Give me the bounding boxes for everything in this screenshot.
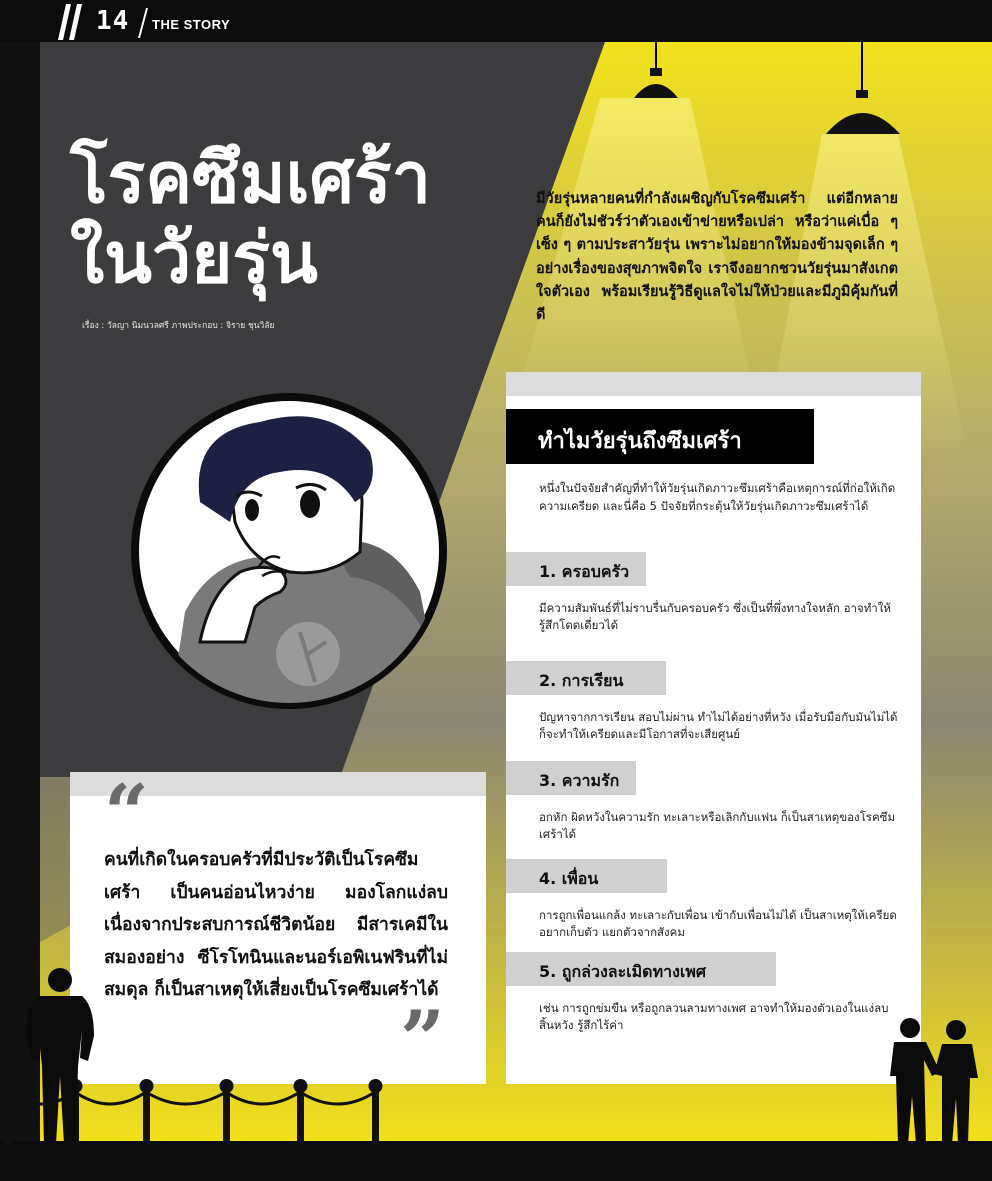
- open-quote-icon: “: [104, 768, 149, 859]
- floor: [0, 1141, 992, 1181]
- slash-marks-icon: [58, 4, 84, 40]
- ceiling-lamp-icon: [620, 42, 690, 102]
- factor-title: 4. เพื่อน: [506, 859, 667, 893]
- factor-text: เช่น การถูกข่มขืน หรือถูกลวนลามทางเพศ อาจทำให้มองตัวเองในแง่ลบ สิ้นหวัง รู้สึกไร้ค่า: [539, 1001, 889, 1032]
- factor-title: 1. ครอบครัว: [506, 552, 646, 586]
- worried-teen-illustration: [130, 392, 448, 710]
- card-lead-text: หนึ่งในปัจจัยสำคัญที่ทำให้วัยรุ่นเกิดภาวะซึมเศร้าคือเหตุการณ์ที่ก่อให้เกิดความเครียด และนี่คือ 5 ปัจจัยที่กระตุ้นให้วัยรุ่นเกิดภาวะซึมเศร้าได้: [539, 481, 896, 513]
- quote-card: [70, 768, 486, 1085]
- factor-love: [506, 761, 904, 843]
- card-heading: ทำไมวัยรุ่นถึงซึมเศร้า: [506, 409, 814, 464]
- factor-abuse: [506, 952, 904, 1034]
- title-line-2: ในวัยรุ่น: [70, 216, 318, 299]
- factor-family: [506, 552, 904, 634]
- top-bar: [0, 0, 992, 42]
- factor-text: มีความสัมพันธ์ที่ไม่ราบรื่นกับครอบครัว ซึ่งเป็นที่พึ่งทางใจหลัก อาจทำให้รู้สึกโดดเดี่ยวได้: [539, 601, 891, 632]
- close-quote-icon: ”: [400, 994, 445, 1085]
- card-top-strip: [506, 372, 921, 396]
- section-label: THE STORY: [152, 17, 231, 32]
- factors-card: [506, 372, 921, 1084]
- factor-title: 3. ความรัก: [506, 761, 636, 795]
- ceiling-lamp-icon: [820, 42, 910, 138]
- byline: เรื่อง : วัลญา นิมนวลศรี ภาพประกอบ : จิราย ชุนวิลัย: [82, 321, 275, 331]
- page-title: [70, 138, 431, 298]
- factor-text: ปัญหาจากการเรียน สอบไม่ผ่าน ทำไม่ได้อย่างที่หวัง เมื่อรับมือกับมันไม่ได้ก็จะทำให้เครียดและมีโอกาสที่จะเสียศูนย์: [539, 710, 898, 741]
- factor-title: 2. การเรียน: [506, 661, 666, 695]
- divider-slash-icon: [138, 8, 148, 38]
- two-men-handshake-silhouette: [884, 1016, 984, 1146]
- page-number: 14: [96, 6, 130, 36]
- quote-text: คนที่เกิดในครอบครัวที่มีประวัติเป็นโรคซึมเศร้า เป็นคนอ่อนไหวง่าย มองโลกแง่ลบเนื่องจากประสบการณ์ชีวิตน้อย มีสารเคมีในสมองอย่าง ซีโรโทนินและนอร์เอพิเนฟรินที่ไม่สมดุล ก็เป็นสาเหตุให้เสี่ยงเป็นโรคซึมเศร้าได้: [104, 850, 448, 1000]
- intro-paragraph: มีวัยรุ่นหลายคนที่กำลังเผชิญกับโรคซึมเศร้า แต่อีกหลายคนก็ยังไม่ชัวร์ว่าตัวเองเข้าข่ายหรือเปล่า หรือว่าแค่เบื่อ ๆ เซ็ง ๆ ตามประสาวัยรุ่น เพราะไม่อยากให้มองข้ามจุดเล็ก ๆ อย่างเรื่องของสุขภาพจิตใจ เราจึงอยากชวนวัยรุ่นมาสังเกตใจตัวเอง พร้อมเรียนรู้วิธีดูแลใจไม่ให้ป่วยและมีภูมิคุ้มกันที่ดี: [536, 191, 898, 324]
- factor-text: การถูกเพื่อนแกล้ง ทะเลาะกับเพื่อน เข้ากับเพื่อนไม่ได้ เป็นสาเหตุให้เครียด อยากเก็บตัว แยกตัวจากสังคม: [539, 908, 897, 939]
- factor-study: [506, 661, 904, 743]
- standing-man-silhouette: [16, 966, 100, 1146]
- factor-title: 5. ถูกล่วงละเมิดทางเพศ: [506, 952, 776, 986]
- factor-text: อกหัก ผิดหวังในความรัก ทะเลาะหรือเลิกกับแฟน ก็เป็นสาเหตุของโรคซึมเศร้าได้: [539, 810, 896, 841]
- factor-friends: [506, 859, 904, 941]
- title-line-1: โรคซึมเศร้า: [70, 136, 431, 219]
